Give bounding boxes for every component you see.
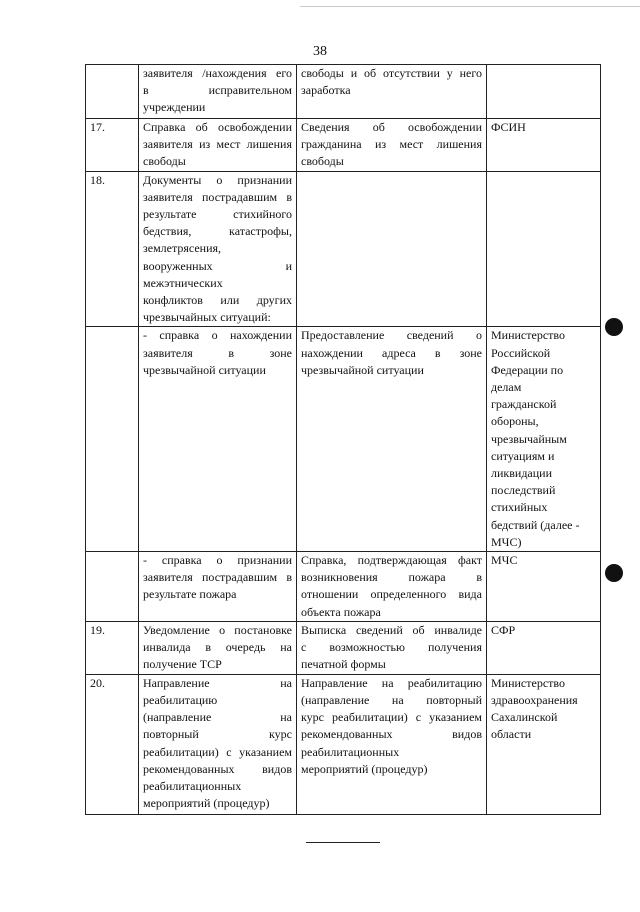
document-name-cell	[139, 622, 297, 675]
information-cell	[297, 65, 487, 119]
cell-line: СФР	[491, 623, 516, 638]
cell-line: делам	[491, 380, 522, 395]
cell-line: Сведения об освобождении	[301, 120, 482, 134]
scan-edge-line	[300, 6, 640, 7]
cell-line: Министерство	[491, 328, 565, 343]
cell-line: конфликтов или других	[143, 293, 292, 308]
cell-line: свободы	[143, 154, 186, 169]
cell-line: с возможностью получения	[301, 640, 482, 655]
cell-line: - справка о признании	[143, 553, 292, 568]
cell-line: результате стихийного	[143, 207, 292, 222]
cell-line: Федерации по	[491, 362, 564, 377]
cell-line: получение ТСР	[143, 657, 222, 672]
cell-line: заявителя из мест лишения	[143, 137, 292, 152]
cell-line: чрезвычайной ситуации	[143, 362, 266, 377]
cell-line: реабилитационных	[143, 778, 242, 793]
cell-line: МЧС	[491, 553, 518, 568]
table-row	[86, 674, 601, 814]
information-cell	[297, 622, 487, 675]
cell-line: нахождении адреса в зоне	[301, 345, 482, 360]
cell-line: заявителя пострадавшим в	[143, 570, 292, 585]
document-name-cell	[139, 552, 297, 622]
agency-cell	[487, 65, 601, 119]
cell-line: Справка, подтверждающая факт	[301, 553, 482, 568]
cell-line: отношении определенного вида	[301, 587, 482, 602]
cell-line: возникновения пожара в	[301, 570, 482, 585]
cell-line: печатной формы	[301, 657, 386, 672]
row-number: 17.	[86, 119, 139, 172]
table-row	[86, 552, 601, 622]
cell-line: Справка об освобождении	[143, 120, 292, 134]
document-name-cell	[139, 119, 297, 172]
cell-line: Направление на	[143, 675, 292, 690]
row-number: 18.	[86, 171, 139, 327]
cell-line: Выписка сведений об инвалиде	[301, 623, 482, 638]
hole-punch-mark	[605, 318, 623, 336]
row-number	[86, 552, 139, 622]
cell-line: курс реабилитации) с указанием	[301, 710, 482, 725]
cell-line: Направление на реабилитацию	[301, 675, 482, 690]
agency-cell	[487, 327, 601, 552]
cell-line: МЧС)	[491, 534, 522, 549]
documents-table	[85, 64, 601, 815]
cell-line: последствий	[491, 483, 556, 498]
cell-line: заявителя /нахождения его	[143, 66, 292, 80]
cell-line: чрезвычайной ситуации	[301, 362, 424, 377]
row-number: 19.	[86, 622, 139, 675]
information-cell	[297, 552, 487, 622]
cell-line: Документы о признании	[143, 172, 292, 187]
agency-cell	[487, 622, 601, 675]
cell-line: бедствий (далее -	[491, 517, 580, 532]
cell-line: Сахалинской	[491, 710, 558, 725]
document-name-cell	[139, 65, 297, 119]
row-number	[86, 327, 139, 552]
table-row	[86, 65, 601, 119]
cell-line: Министерство	[491, 675, 565, 690]
table-row	[86, 327, 601, 552]
end-separator-line	[306, 842, 380, 843]
cell-line: реабилитацию	[143, 692, 218, 707]
cell-line: в исправительном	[143, 83, 292, 98]
cell-line: (направление на повторный	[301, 692, 482, 707]
cell-line: чрезвычайным	[491, 431, 567, 446]
cell-line: межэтнических	[143, 275, 223, 290]
table-row	[86, 119, 601, 172]
cell-line: ситуациям и	[491, 448, 555, 463]
row-number: 20.	[86, 674, 139, 814]
table-row	[86, 171, 601, 327]
page-number: 38	[313, 44, 327, 59]
cell-line: стихийных	[491, 500, 548, 515]
cell-line: бедствия, катастрофы,	[143, 224, 292, 239]
agency-cell	[487, 119, 601, 172]
cell-line: заявителя в зоне	[143, 345, 292, 360]
document-name-cell	[139, 327, 297, 552]
information-cell	[297, 119, 487, 172]
cell-line: Уведомление о постановке	[143, 623, 292, 638]
cell-line: реабилитационных	[301, 744, 400, 759]
cell-line: гражданской	[491, 397, 557, 412]
cell-line: реабилитации) с указанием	[143, 744, 292, 759]
cell-line: ликвидации	[491, 466, 553, 481]
cell-line: свободы и об отсутствии у него	[301, 66, 482, 80]
cell-line: мероприятий (процедур)	[301, 761, 428, 776]
information-cell	[297, 327, 487, 552]
cell-line: Российской	[491, 345, 551, 360]
cell-line: Предоставление сведений о	[301, 328, 482, 343]
row-number	[86, 65, 139, 119]
agency-cell	[487, 171, 601, 327]
cell-line: результате пожара	[143, 587, 237, 602]
cell-line: учреждении	[143, 100, 206, 115]
cell-line: заработка	[301, 83, 351, 98]
documents-table-body	[86, 65, 601, 815]
cell-line: вооруженных и	[143, 258, 292, 273]
table-row	[86, 622, 601, 675]
document-name-cell	[139, 171, 297, 327]
cell-line: землетрясения,	[143, 241, 222, 256]
agency-cell	[487, 552, 601, 622]
agency-cell	[487, 674, 601, 814]
cell-line: свободы	[301, 154, 344, 169]
information-cell	[297, 171, 487, 327]
cell-line: обороны,	[491, 414, 539, 429]
cell-line: мероприятий (процедур)	[143, 796, 270, 811]
hole-punch-mark	[605, 564, 623, 582]
cell-line: ФСИН	[491, 120, 526, 134]
cell-line: заявителя пострадавшим в	[143, 189, 292, 204]
cell-line: объекта пожара	[301, 604, 381, 619]
document-name-cell	[139, 674, 297, 814]
cell-line: гражданина из мест лишения	[301, 137, 482, 152]
cell-line: - справка о нахождении	[143, 328, 292, 343]
cell-line: чрезвычайных ситуаций:	[143, 310, 271, 325]
cell-line: области	[491, 727, 532, 742]
information-cell	[297, 674, 487, 814]
cell-line: инвалида в очередь на	[143, 640, 292, 655]
cell-line: (направление на	[143, 710, 292, 725]
cell-line: повторный курс	[143, 727, 292, 742]
cell-line: рекомендованных видов	[301, 727, 482, 742]
cell-line: здравоохранения	[491, 692, 578, 707]
cell-line: рекомендованных видов	[143, 761, 292, 776]
